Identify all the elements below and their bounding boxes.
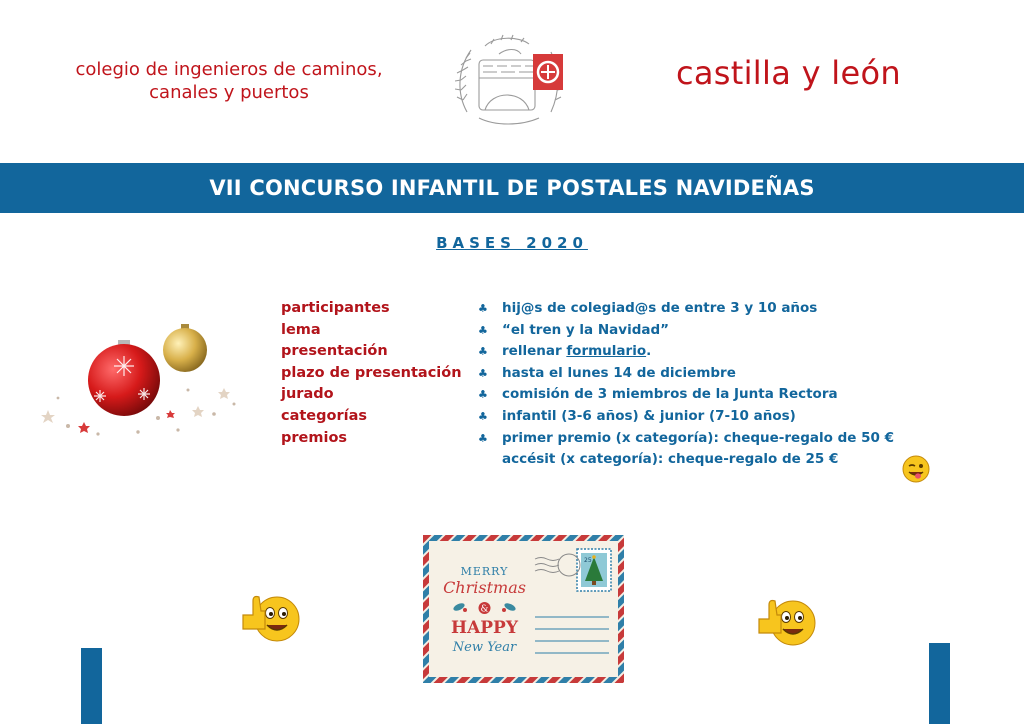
postcard-christmas: Christmas (443, 578, 526, 597)
club-bullet-icon: ♣ (478, 302, 488, 315)
org-name (64, 58, 394, 104)
term-jury-value: comisión de 3 miembros de la Junta Rectora (502, 386, 838, 403)
club-bullet-icon: ♣ (478, 323, 488, 337)
christmas-postcard (423, 535, 624, 683)
list-item (478, 300, 948, 322)
term-prizes-value: primer premio (x categoría): cheque-regalo de 50 € (502, 429, 894, 446)
thumbs-up-emoji-icon (237, 585, 301, 645)
term-motto-label: lema (281, 321, 321, 338)
term-deadline-value: hasta el lunes 14 de diciembre (502, 364, 736, 381)
terms-values (478, 300, 948, 473)
postcard-happy: HAPPY (451, 618, 518, 638)
christmas-ornaments-icon (38, 318, 242, 442)
org-name-line1: colegio de ingenieros de caminos, (75, 59, 383, 80)
submission-prefix: rellenar (502, 343, 567, 360)
terms-labels (281, 300, 462, 451)
postcard-new-year: New Year (452, 640, 517, 655)
bases-heading: BASES 2020 (436, 234, 588, 252)
club-bullet-icon: ♣ (478, 345, 488, 359)
winking-emoji-icon (901, 454, 931, 484)
term-prizes-extra: accésit (x categoría): cheque-regalo de 25 € (502, 451, 839, 468)
submission-suffix: . (646, 343, 652, 360)
list-item (478, 365, 948, 387)
org-name-line2: canales y puertos (149, 82, 309, 103)
region-name: castilla y león (676, 54, 901, 92)
term-participants-label: participantes (281, 300, 390, 316)
title-banner (0, 163, 1024, 213)
term-jury-label: jurado (281, 386, 334, 403)
term-prizes-label: premios (281, 429, 348, 446)
decorative-bar-left (81, 648, 102, 724)
list-item (478, 451, 948, 473)
term-participants-value: hij@s de colegiad@s de entre 3 y 10 años (502, 300, 818, 316)
postcard-merry: MERRY (460, 565, 509, 578)
contest-title: VII CONCURSO INFANTIL DE POSTALES NAVIDEÑAS (209, 176, 815, 200)
term-submission-label: presentación (281, 343, 388, 360)
list-item (478, 322, 948, 344)
list-item (478, 408, 948, 430)
term-categories-value: infantil (3-6 años) & junior (7-10 años) (502, 407, 796, 424)
term-deadline-label: plazo de presentación (281, 364, 462, 381)
postcard-ampersand: & (480, 604, 489, 615)
club-bullet-icon: ♣ (478, 366, 488, 380)
list-item (478, 343, 948, 365)
term-categories-label: categorías (281, 407, 368, 424)
ciccp-crest-logo-icon (455, 34, 567, 130)
club-bullet-icon: ♣ (478, 409, 488, 423)
club-bullet-icon: ♣ (478, 431, 488, 445)
term-motto-value: “el tren y la Navidad” (502, 321, 670, 338)
thumbs-up-emoji-icon (753, 589, 817, 649)
club-bullet-icon: ♣ (478, 388, 488, 402)
term-submission-value (502, 343, 651, 359)
postcard-stamp-value: 25 (584, 557, 592, 564)
list-item (478, 430, 948, 452)
decorative-bar-right (929, 643, 950, 724)
list-item (478, 386, 948, 408)
form-link[interactable]: formulario (566, 343, 647, 360)
